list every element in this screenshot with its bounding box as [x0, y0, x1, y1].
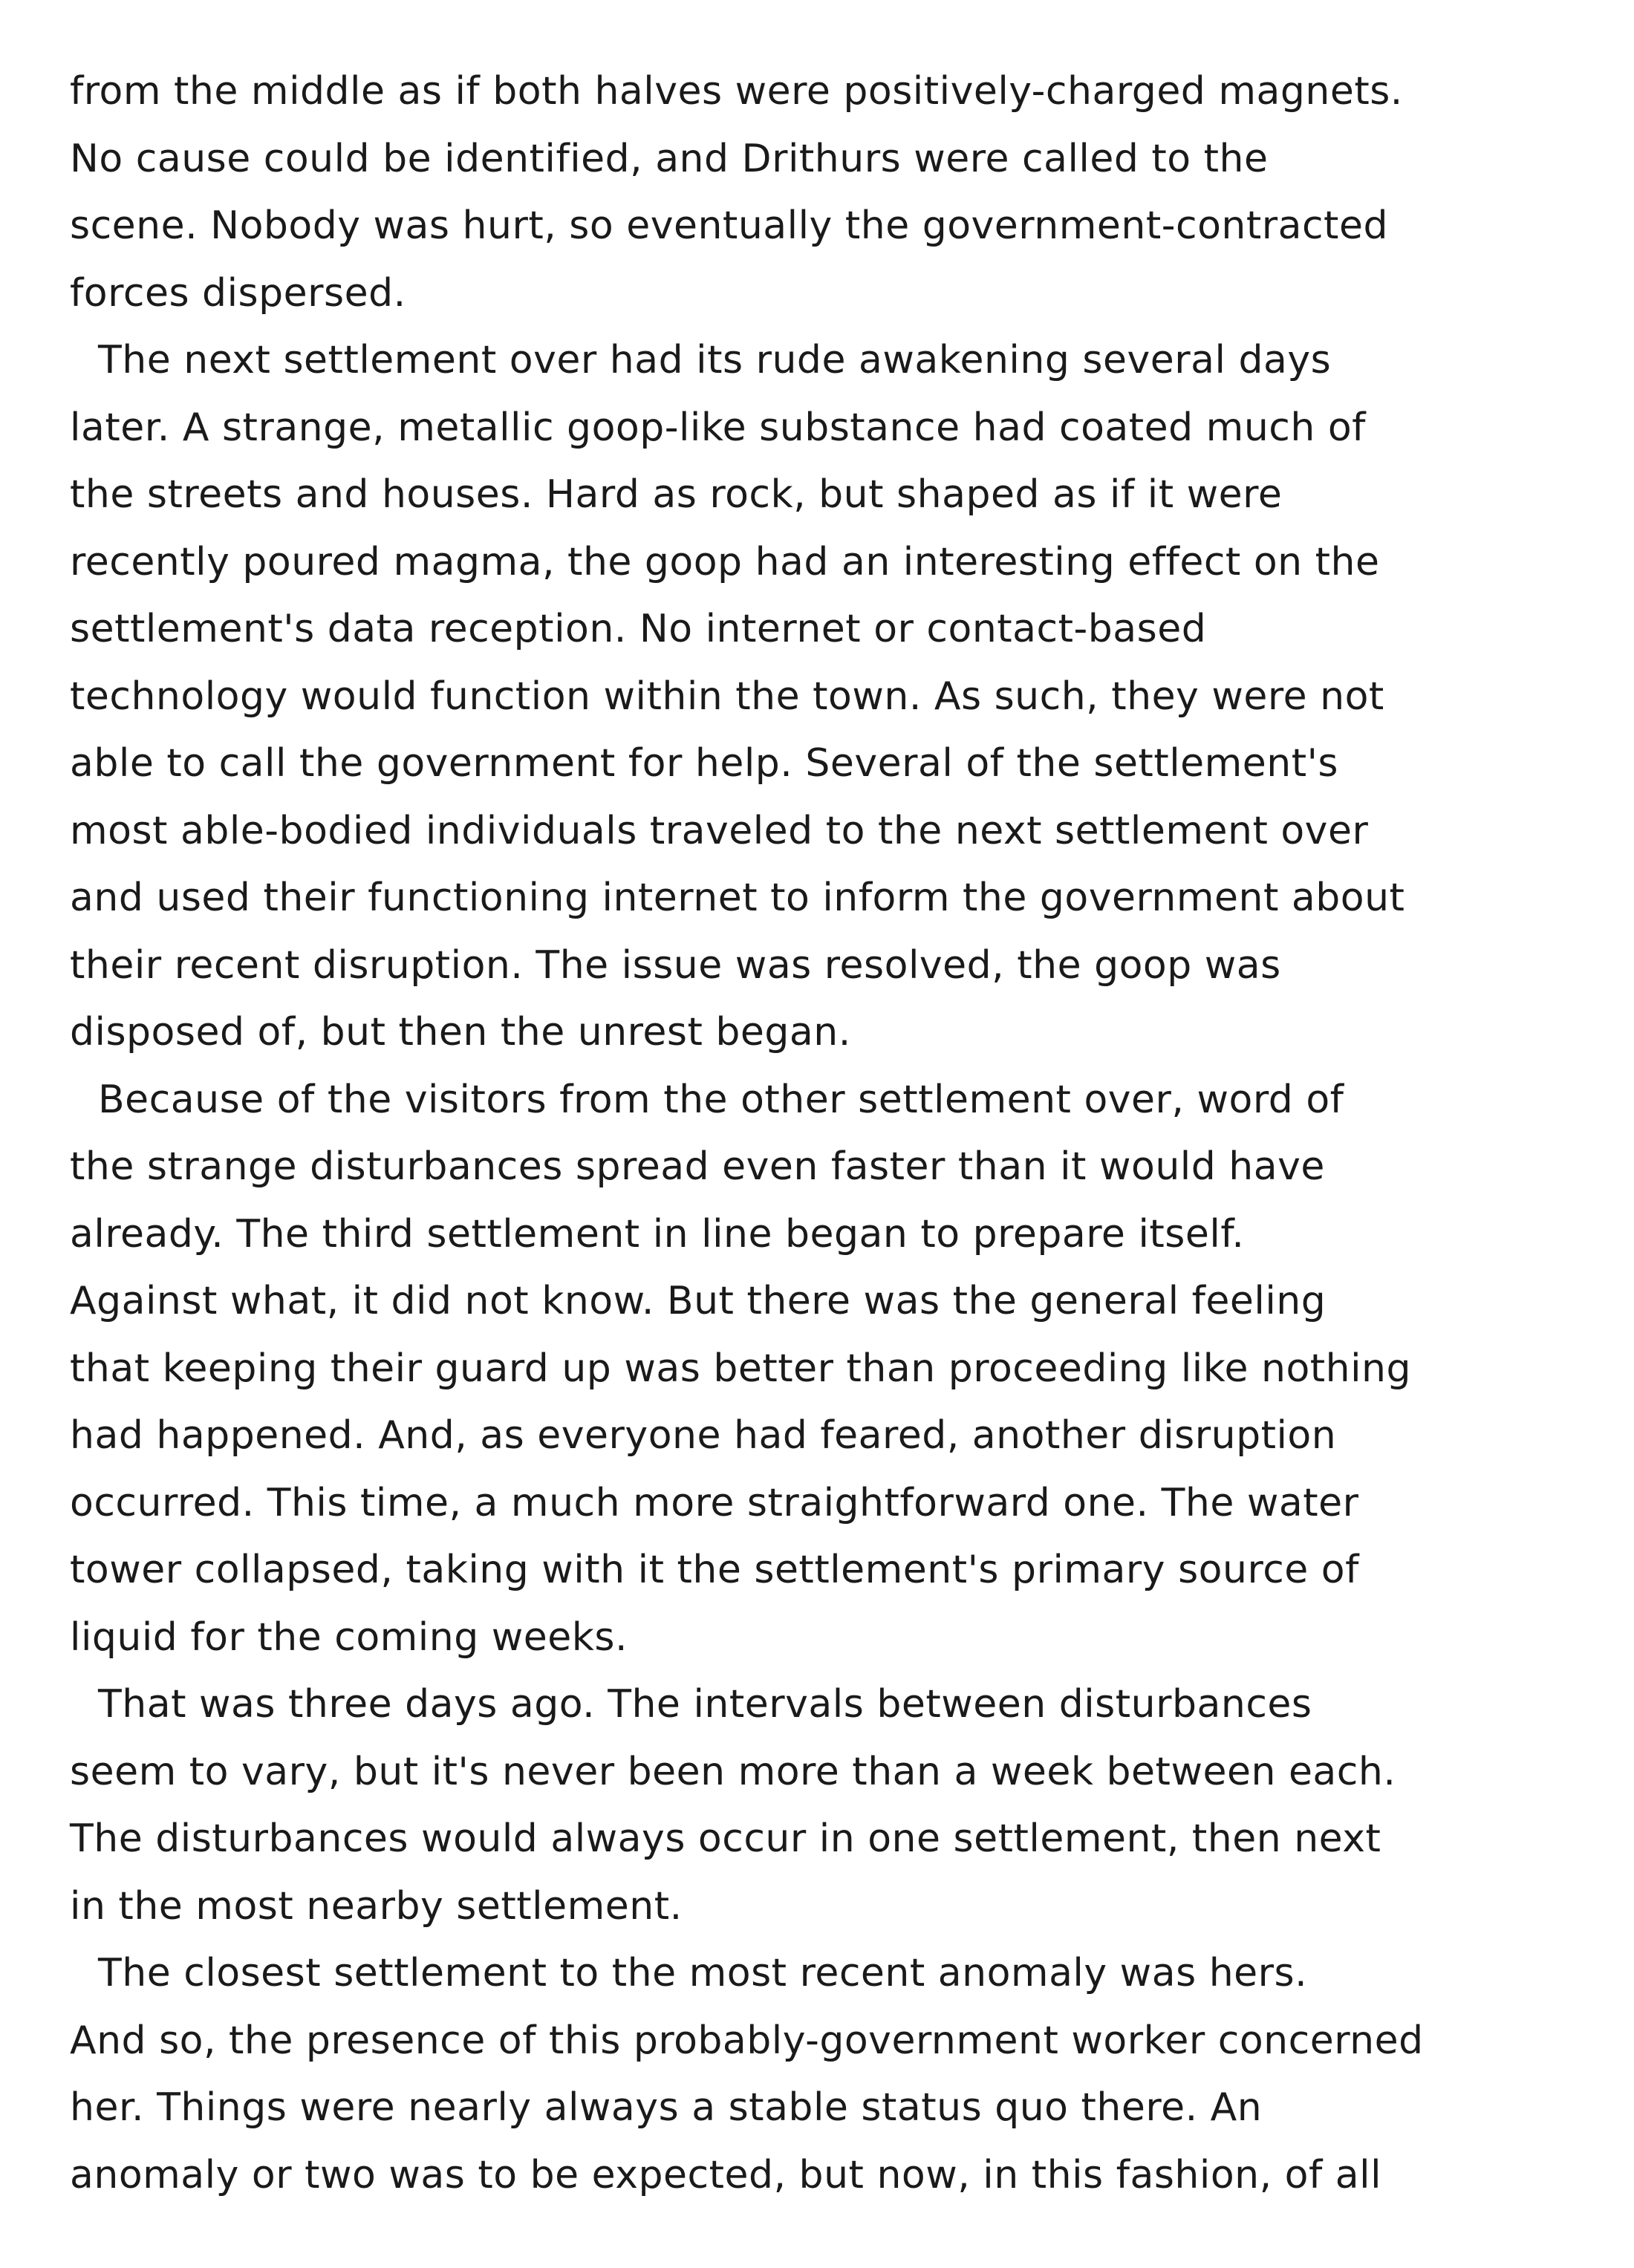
text-line: forces dispersed.	[70, 270, 406, 316]
paragraph-first-line: That was three days ago. The intervals between disturbances	[98, 1682, 1312, 1727]
text-line: The disturbances would always occur in one settlement, then next	[70, 1816, 1381, 1861]
text-line: seem to vary, but it's never been more than a week between each.	[70, 1749, 1396, 1794]
text-line: had happened. And, as everyone had feared, another disruption	[70, 1413, 1337, 1458]
text-line: recently poured magma, the goop had an interesting effect on the	[70, 539, 1380, 584]
text-line: later. A strange, metallic goop-like substance had coated much of	[70, 405, 1366, 450]
text-line: Against what, it did not know. But there was the general feeling	[70, 1279, 1327, 1323]
text-line: and used their functioning internet to inform the government about	[70, 876, 1405, 920]
text-line: the streets and houses. Hard as rock, but shaped as if it were	[70, 472, 1283, 517]
text-line: their recent disruption. The issue was resolved, the goop was	[70, 942, 1281, 988]
text-line: liquid for the coming weeks.	[70, 1614, 628, 1660]
body-text	[70, 58, 1600, 2209]
text-line: settlement's data reception. No internet or contact-based	[70, 607, 1207, 651]
text-line: And so, the presence of this probably-government worker concerned	[70, 2018, 1424, 2063]
text-line: already. The third settlement in line began to prepare itself.	[70, 1211, 1245, 1257]
text-line: scene. Nobody was hurt, so eventually the government-contracted	[70, 203, 1388, 248]
paragraph-first-line: The closest settlement to the most recent anomaly was hers.	[98, 1951, 1308, 1995]
paragraph-first-line: Because of the visitors from the other settlement over, word of	[98, 1077, 1344, 1122]
text-line: occurred. This time, a much more straightforward one. The water	[70, 1480, 1359, 1525]
text-line: most able-bodied individuals traveled to the next settlement over	[70, 808, 1369, 853]
text-line: No cause could be identified, and Drithurs were called to the	[70, 136, 1269, 181]
text-line: anomaly or two was to be expected, but now, in this fashion, of all	[70, 2152, 1382, 2197]
text-line: from the middle as if both halves were positively-charged magnets.	[70, 69, 1403, 114]
text-line: her. Things were nearly always a stable status quo there. An	[70, 2085, 1263, 2130]
text-line: able to call the government for help. Several of the settlement's	[70, 741, 1339, 786]
text-line: tower collapsed, taking with it the settlement's primary source of	[70, 1548, 1359, 1592]
text-line: in the most nearby settlement.	[70, 1883, 683, 1929]
paragraph-first-line: The next settlement over had its rude awakening several days	[98, 338, 1332, 382]
text-line: disposed of, but then the unrest began.	[70, 1010, 851, 1055]
text-line: technology would function within the town. As such, they were not	[70, 674, 1384, 719]
text-line: that keeping their guard up was better than proceeding like nothing	[70, 1346, 1412, 1391]
text-line: the strange disturbances spread even faster than it would have	[70, 1144, 1325, 1189]
